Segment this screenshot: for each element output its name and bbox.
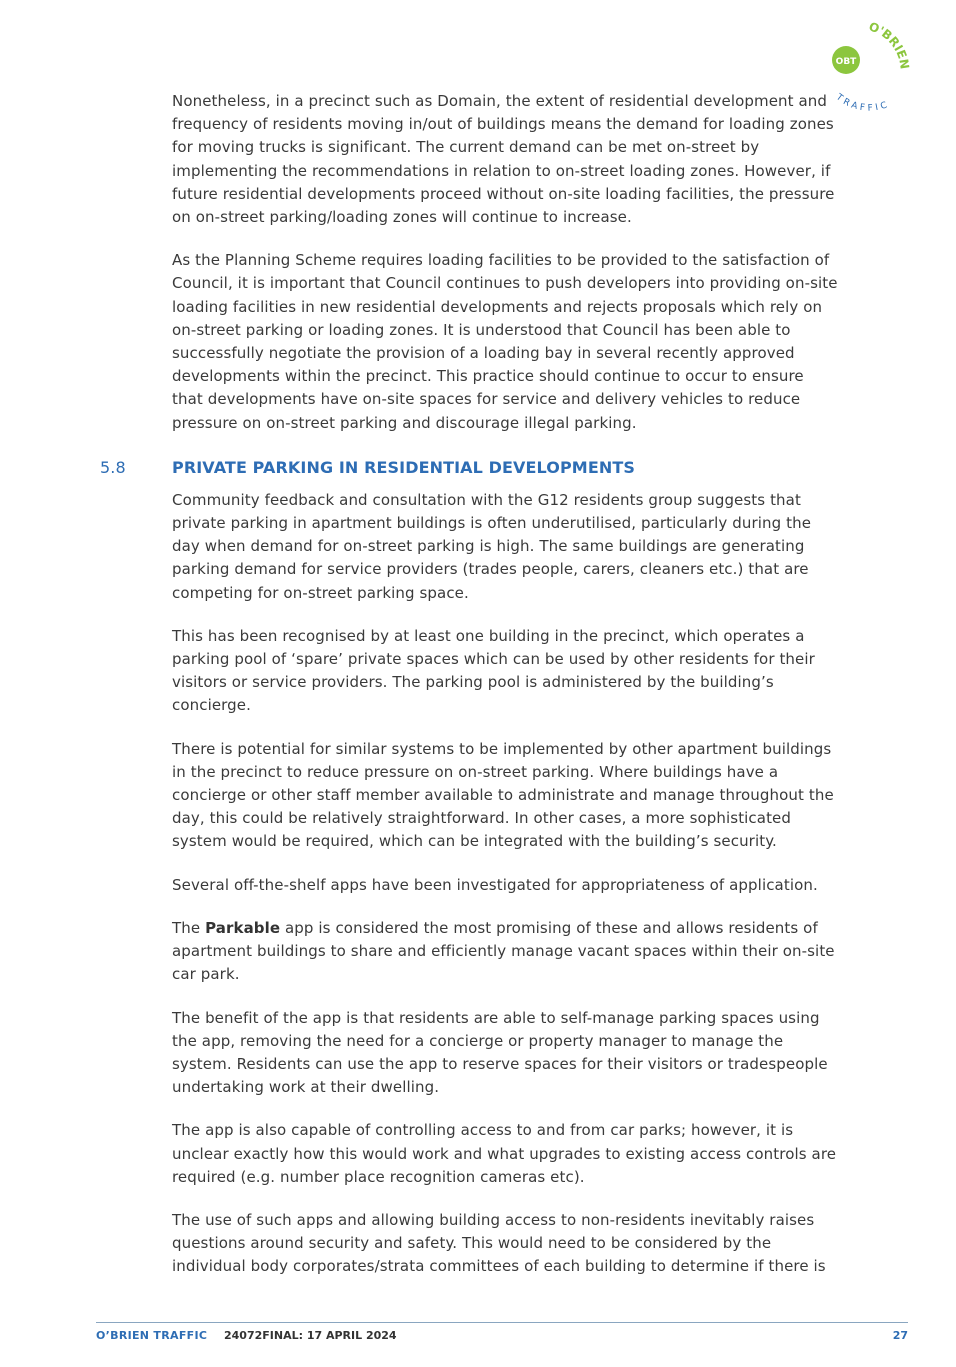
parkable-term: Parkable bbox=[205, 918, 281, 937]
section-number: 5.8 bbox=[100, 457, 126, 477]
paragraph: The use of such apps and allowing building access to non-residents inevitably raises questions around security and safety. This would need to be considered by the individual body corporates/strata committees of each building to determine if there is bbox=[172, 1210, 826, 1276]
paragraph: Community feedback and consultation with the G12 residents group suggests that private parking in apartment buildings is often underutilised, particularly during the day when demand for on-street parking is high. The same buildings are generating parking demand for service providers (trades people, carers, cleaners etc.) that are competing for on-street parking space. bbox=[172, 490, 812, 602]
section-title: PRIVATE PARKING IN RESIDENTIAL DEVELOPMENTS bbox=[172, 457, 635, 477]
parkable-paragraph bbox=[172, 917, 838, 987]
logo-brand-top: O'BRIEN bbox=[867, 19, 912, 70]
section-heading bbox=[100, 457, 838, 479]
logo-badge-text: OBT bbox=[835, 57, 857, 67]
paragraph: The app is also capable of controlling access to and from car parks; however, it is unclear exactly how this would work and what upgrades to existing access controls are required (e.g. number place recognition cameras etc). bbox=[172, 1121, 837, 1186]
paragraph: The benefit of the app is that residents are able to self-manage parking spaces using the app, removing the need for a concierge or property manager to manage the system. Residents can use the app to reserve spaces for their visitors or tradespeople undertaking work at their dwelling. bbox=[172, 1008, 828, 1097]
page-footer bbox=[96, 1329, 908, 1347]
paragraph: Several off-the-shelf apps have been investigated for appropriateness of application. bbox=[172, 875, 818, 894]
logo-brand-bottom: TRAFFIC bbox=[834, 92, 892, 114]
parkable-suffix: app is considered the most promising of these and allows residents of apartment buildings to share and efficiently manage vacant spaces within their on-site car park. bbox=[172, 918, 835, 984]
page-number: 27 bbox=[892, 1329, 908, 1342]
paragraph: There is potential for similar systems to be implemented by other apartment buildings in the precinct to reduce pressure on on-street parking. Where buildings have a concierge or other staff member available to administrate and manage throughout the day, this could be relatively straightforward. In other cases, a more sophisticated system would be required, which can be integrated with the building’s security. bbox=[172, 739, 834, 851]
footer-divider bbox=[96, 1322, 908, 1323]
paragraph: Nonetheless, in a precinct such as Domain, the extent of residential development and frequency of residents moving in/out of buildings means the demand for loading zones for moving trucks is significant. The current demand can be met on-street by implementing the recommendations in relation to on-street loading zones. However, if future residential developments proceed without on-site loading facilities, the pressure on on-street parking/loading zones will continue to increase. bbox=[172, 92, 835, 227]
footer-brand: O’BRIEN TRAFFIC bbox=[96, 1329, 208, 1342]
parkable-prefix: The bbox=[172, 918, 206, 937]
footer-document-reference: 24072FINAL: 17 APRIL 2024 bbox=[224, 1329, 397, 1342]
paragraph: As the Planning Scheme requires loading facilities to be provided to the satisfaction of Council, it is important that Council continues to push developers into providing on-site loading facilities in new residential developments and rejects proposals which rely on on-street parking or loading zones. It is understood that Council has been able to successfully negotiate the provision of a loading bay in several recently approved developments within the precinct. This practice should continue to occur to ensure that developments have on-site spaces for service and delivery vehicles to reduce pressure on on-street parking and discourage illegal parking. bbox=[172, 251, 838, 432]
paragraph: This has been recognised by at least one building in the precinct, which operates a parking pool of ‘spare’ private spaces which can be used by other residents for their visitors or service providers. The parking pool is administered by the building’s concierge. bbox=[172, 626, 815, 715]
document-body bbox=[100, 90, 838, 1279]
